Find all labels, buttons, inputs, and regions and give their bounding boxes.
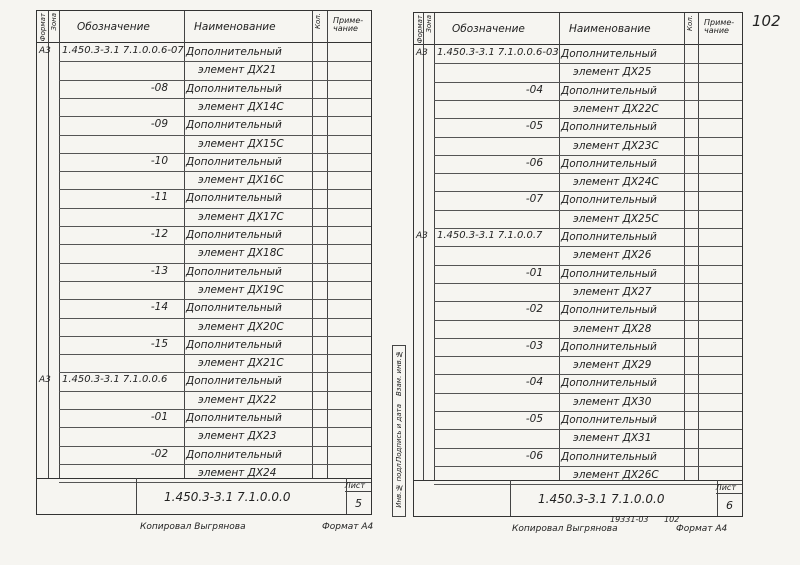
row-designation: 1.450.3-3.1 7.1.0.0.6-07	[62, 45, 184, 56]
row-name: элемент ДХ22	[198, 393, 277, 406]
sheet-box-divider	[345, 491, 371, 492]
header-designation: Обозначение	[452, 23, 525, 35]
side-label-inv: Инв.№ подл.	[395, 461, 403, 508]
sheet-label: Лист	[344, 481, 365, 490]
right-copied-by: Копировал Выгрянова	[512, 524, 618, 534]
row-name: элемент ДХ25С	[573, 212, 659, 225]
row-name: элемент ДХ25	[573, 66, 652, 79]
header-note: Приме-чание	[333, 16, 364, 33]
row-designation: 1.450.3-3.1 7.1.0.0.7	[437, 230, 543, 241]
row-name: Дополнительный	[186, 412, 282, 424]
row-name: Дополнительный	[561, 340, 657, 353]
header-zone: Зона	[425, 15, 433, 33]
row-designation: -15	[150, 337, 168, 350]
right-format: Формат А4	[676, 524, 728, 534]
row-name: Дополнительный	[186, 375, 282, 388]
row-designation: 1.450.3-3.1 7.1.0.0.6-03	[437, 47, 559, 58]
row-name: элемент ДХ17С	[198, 210, 284, 223]
header-name: Наименование	[194, 21, 276, 33]
stamp-code: 1.450.3-3.1 7.1.0.0.0	[164, 490, 291, 504]
row-name: Дополнительный	[561, 48, 657, 60]
side-label-replace: Взам. инв.№	[395, 350, 403, 397]
row-name: элемент ДХ26С	[573, 468, 659, 481]
row-name: элемент ДХ26	[573, 249, 652, 262]
row-designation: -12	[150, 228, 168, 240]
row-designation: -01	[150, 411, 168, 423]
row-name: элемент ДХ28	[573, 322, 652, 335]
row-name: элемент ДХ23С	[573, 139, 659, 152]
row-name: элемент ДХ21С	[198, 357, 284, 370]
row-name: Дополнительный	[561, 414, 657, 426]
row-designation: -01	[525, 266, 543, 279]
stamp-code: 1.450.3-3.1 7.1.0.0.0	[538, 492, 665, 506]
sheet-number: 6	[726, 499, 733, 512]
left-copied-by: Копировал Выгрянова	[140, 522, 246, 532]
row-name: элемент ДХ18С	[198, 247, 284, 260]
row-name: элемент ДХ23	[198, 430, 277, 443]
row-designation: -06	[525, 156, 543, 169]
row-name: элемент ДХ15С	[198, 137, 284, 150]
row-name: элемент ДХ27	[573, 285, 652, 298]
row-designation: -04	[525, 376, 543, 389]
row-name: Дополнительный	[186, 265, 282, 278]
row-designation: 1.450.3-3.1 7.1.0.0.6	[62, 374, 168, 386]
row-designation: -02	[150, 447, 168, 460]
archive-page: 102	[664, 515, 680, 524]
sheet-label: Лист	[715, 483, 736, 492]
row-designation: -11	[150, 191, 168, 204]
row-name: элемент ДХ29	[573, 359, 652, 372]
row-name: элемент ДХ24С	[573, 176, 659, 189]
row-designation: -05	[525, 413, 543, 425]
left-format: Формат А4	[322, 522, 374, 532]
row-name: Дополнительный	[561, 450, 657, 463]
side-label-sign: Подпись и дата	[395, 404, 403, 462]
row-name: элемент ДХ19С	[198, 283, 284, 296]
row-name: Дополнительный	[561, 84, 657, 97]
row-name: Дополнительный	[561, 377, 657, 390]
header-format: Формат	[416, 15, 424, 44]
row-designation: -08	[150, 81, 168, 94]
row-name: Дополнительный	[561, 157, 657, 170]
header-format: Формат	[39, 13, 47, 42]
row-name: элемент ДХ20С	[198, 320, 284, 333]
row-designation: -02	[525, 303, 543, 316]
row-format: А3	[39, 375, 51, 386]
row-name: Дополнительный	[561, 121, 657, 134]
side-label-strip	[392, 345, 406, 517]
row-designation: -14	[150, 301, 168, 314]
row-name: Дополнительный	[561, 267, 657, 280]
header-note: Приме-чание	[704, 18, 735, 35]
row-name: Дополнительный	[186, 192, 282, 205]
row-format: А3	[416, 48, 428, 58]
row-name: Дополнительный	[186, 155, 282, 168]
row-name: Дополнительный	[186, 119, 282, 132]
header-zone: Зона	[50, 13, 58, 31]
row-name: элемент ДХ30	[573, 395, 652, 408]
row-designation: -04	[525, 83, 543, 96]
row-name: Дополнительный	[186, 338, 282, 351]
row-designation: -13	[150, 264, 168, 277]
sheet-box-divider	[716, 493, 742, 494]
row-name: Дополнительный	[186, 302, 282, 315]
row-format: А3	[39, 46, 51, 56]
row-format: А3	[416, 231, 428, 241]
row-designation: -07	[525, 193, 543, 206]
row-name: элемент ДХ14С	[198, 100, 284, 113]
row-name: Дополнительный	[561, 194, 657, 207]
left-spec-sheet	[36, 10, 372, 515]
right-spec-sheet	[413, 12, 743, 517]
header-qty: Кол.	[314, 13, 322, 29]
archive-code: 19331-03	[610, 515, 649, 524]
row-designation: -05	[525, 120, 543, 133]
row-name: Дополнительный	[186, 82, 282, 95]
row-name: Дополнительный	[186, 46, 282, 58]
row-name: Дополнительный	[186, 229, 282, 241]
row-name: элемент ДХ31	[573, 432, 652, 445]
sheet-number: 5	[355, 497, 362, 510]
header-designation: Обозначение	[77, 21, 150, 33]
row-name: элемент ДХ21	[198, 64, 277, 77]
row-name: Дополнительный	[561, 231, 657, 243]
row-name: элемент ДХ24	[198, 466, 277, 479]
row-name: элемент ДХ16С	[198, 174, 284, 187]
row-designation: -10	[150, 154, 168, 167]
page-number: 102	[752, 12, 781, 30]
row-name: Дополнительный	[186, 448, 282, 461]
row-designation: -06	[525, 449, 543, 462]
row-designation: -09	[150, 118, 168, 131]
header-name: Наименование	[569, 23, 651, 35]
row-name: элемент ДХ22С	[573, 102, 659, 115]
header-qty: Кол.	[686, 15, 694, 31]
row-designation: -03	[525, 339, 543, 352]
row-name: Дополнительный	[561, 304, 657, 317]
